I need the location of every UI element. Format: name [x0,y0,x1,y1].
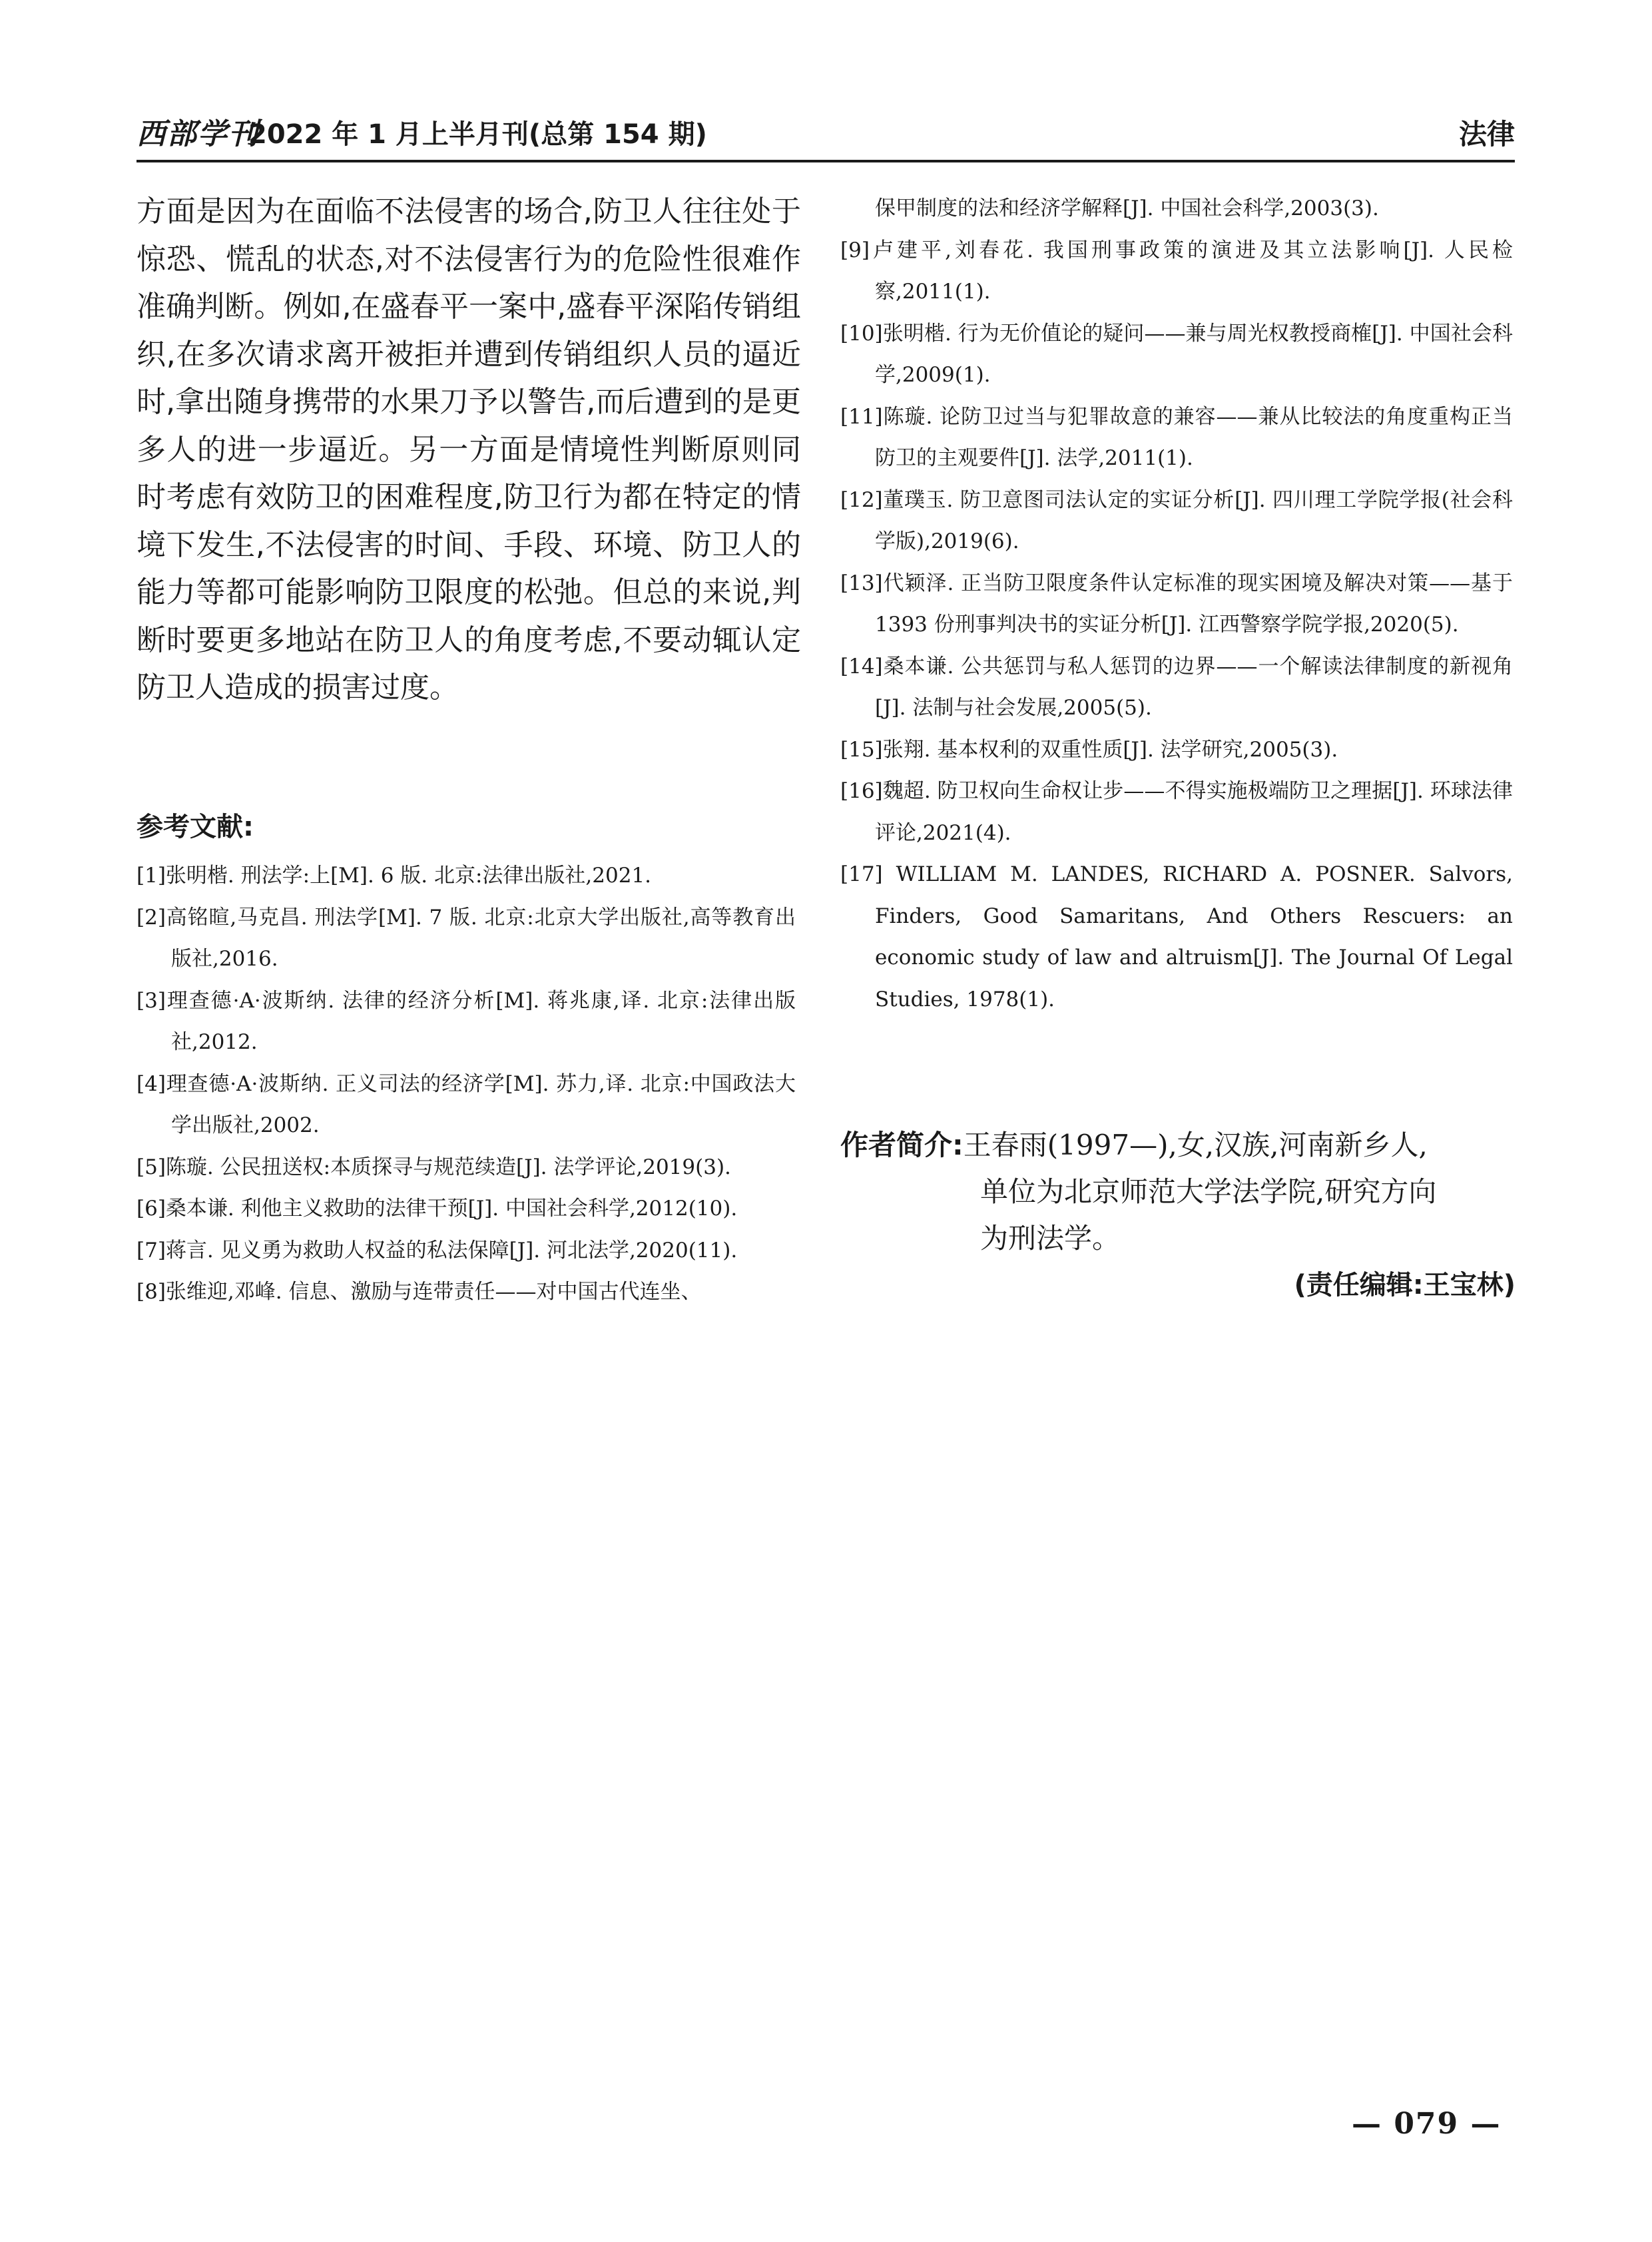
reference-continuation: 保甲制度的法和经济学解释[J]. 中国社会科学,2003(3). [875,196,1379,220]
author-line-1: 王春雨(1997—),女,汉族,河南新乡人, [963,1129,1428,1161]
reference-item: [17] WILLIAM M. LANDES, RICHARD A. POSNER. Salvors, Finders, Good Samaritans, And Others Rescuers: an economic study of law and altruism[J]. The Journal Of Legal Studies, 1978(1). [840,862,1513,1011]
reference-item: [4]理查德·A·波斯纳. 正义司法的经济学[M]. 苏力,译. 北京:中国政法大学出版社,2002. [137,1071,796,1137]
author-label: 作者简介: [840,1129,964,1161]
reference-item: [11]陈璇. 论防卫过当与犯罪故意的兼容——兼从比较法的角度重构正当防卫的主观要件[J]. 法学,2011(1). [840,404,1513,470]
reference-item: [6]桑本谦. 利他主义救助的法律干预[J]. 中国社会科学,2012(10). [137,1197,738,1221]
body-text: 方面是因为在面临不法侵害的场合,防卫人往往处于惊恐、慌乱的状态,对不法侵害行为的危险性很难作准确判断。例如,在盛春平一案中,盛春平深陷传销组织,在多次请求离开被拒并遭到传销组织人员的逼近时,拿出随身携带的水果刀予以警告,而后遭到的是更多人的进一步逼近。另一方面是情境性判断原则同时考虑有效防卫的困难程度,防卫行为都在特定的情境下发生,不法侵害的时间、手段、环境、防卫人的能力等都可能影响防卫限度的松弛。但总的来说,判断时要更多地站在防卫人的角度考虑,不要动辄认定防卫人造成的损害过度。 [137,194,801,704]
issue-info: 2022 年 1 月上半月刊(总第 154 期) [248,119,707,150]
reference-item: [12]董璞玉. 防卫意图司法认定的实证分析[J]. 四川理工学院学报(社会科学版),2019(6). [840,487,1513,553]
references-heading: 参考文献: [137,812,254,842]
reference-item: [7]蒋言. 见义勇为救助人权益的私法保障[J]. 河北法学,2020(11). [137,1238,738,1262]
reference-item: [15]张翔. 基本权利的双重性质[J]. 法学研究,2005(3). [840,737,1338,762]
references-list-left [137,855,796,1313]
author-line-3: 为刑法学。 [980,1222,1121,1255]
reference-item: [1]张明楷. 刑法学:上[M]. 6 版. 北京:法律出版社,2021. [137,864,652,888]
header-rule [137,160,1515,162]
section-label: 法律 [1458,118,1515,150]
reference-item: [10]张明楷. 行为无价值论的疑问——兼与周光权教授商榷[J]. 中国社会科学,2009(1). [840,321,1513,387]
reference-item: [8]张维迎,邓峰. 信息、激励与连带责任——对中国古代连坐、 [137,1280,702,1304]
responsible-editor: (责任编辑:王宝林) [1294,1270,1515,1300]
reference-item: [16]魏超. 防卫权向生命权让步——不得实施极端防卫之理据[J]. 环球法律评论,2021(4). [840,779,1513,845]
reference-item: [9]卢建平,刘春花. 我国刑事政策的演进及其立法影响[J]. 人民检察,2011(1). [840,238,1513,304]
page-header [137,115,1515,154]
author-bio [840,1122,1513,1262]
page-number: — 079 — [1352,2107,1502,2141]
body-paragraph [137,188,801,712]
reference-item: [3]理查德·A·波斯纳. 法律的经济分析[M]. 蒋兆康,译. 北京:法律出版社,2012. [137,988,796,1054]
reference-item: [14]桑本谦. 公共惩罚与私人惩罚的边界——一个解读法律制度的新视角[J]. 法制与社会发展,2005(5). [840,654,1513,720]
reference-item: [13]代颖泽. 正当防卫限度条件认定标准的现实困境及解决对策——基于 1393 份刑事判决书的实证分析[J]. 江西警察学院学报,2020(5). [840,571,1513,637]
journal-logo: 西部学刊 [137,117,259,151]
reference-item: [5]陈璇. 公民扭送权:本质探寻与规范续造[J]. 法学评论,2019(3). [137,1155,731,1179]
reference-item: [2]高铭暄,马克昌. 刑法学[M]. 7 版. 北京:北京大学出版社,高等教育出版社,2016. [137,905,796,971]
references-list-right [840,188,1513,1020]
author-line-2: 单位为北京师范大学法学院,研究方向 [980,1175,1437,1208]
